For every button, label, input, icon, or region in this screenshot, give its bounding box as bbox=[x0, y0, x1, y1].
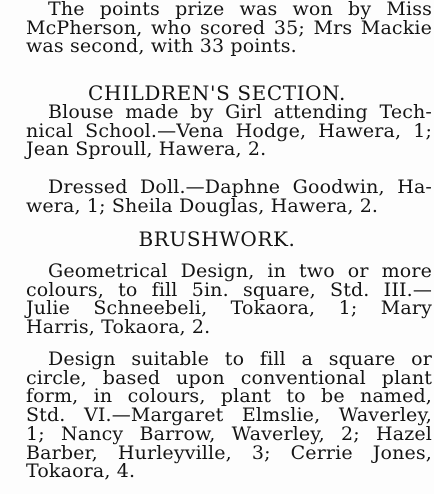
text-line: form, in colours, plant to be named, bbox=[26, 385, 432, 408]
blouse-paragraph bbox=[4, 103, 432, 159]
text-line: Dressed Doll.—Daphne Goodwin, Ha- bbox=[48, 176, 432, 198]
text-line: Barber, Hurleyville, 3; Cerrie Jones, bbox=[26, 441, 432, 464]
text-line: Jean Sproull, Hawera, 2. bbox=[26, 138, 267, 161]
text-line: Std. VI.—Margaret Elmslie, Waverley, bbox=[26, 404, 432, 427]
points-prize-paragraph bbox=[4, 0, 432, 56]
text-line: Geometrical Design, in two or more bbox=[48, 260, 432, 282]
text-line: wera, 1; Sheila Douglas, Hawera, 2. bbox=[26, 194, 379, 217]
text-line: was second, with 33 points. bbox=[26, 35, 297, 58]
text-line: Julie Schneebeli, Tokaora, 1; Mary bbox=[26, 297, 432, 320]
brushwork-heading: BRUSHWORK. bbox=[138, 227, 296, 251]
text-line: Design suitable to fill a square or bbox=[48, 348, 432, 370]
text-line: colours, to fill 5in. square, Std. III.— bbox=[26, 278, 432, 301]
dressed-doll-paragraph bbox=[4, 178, 432, 215]
text-line: McPherson, who scored 35; Mrs Mackie bbox=[26, 16, 432, 39]
geometrical-design-paragraph bbox=[4, 262, 432, 337]
text-line: Blouse made by Girl attending Tech- bbox=[48, 101, 432, 123]
text-line: Tokaora, 4. bbox=[26, 460, 136, 483]
text-line: 1; Nancy Barrow, Waverley, 2; Hazel bbox=[26, 422, 432, 445]
text-line: The points prize was won by Miss bbox=[48, 0, 432, 20]
text-line: Harris, Tokaora, 2. bbox=[26, 316, 211, 339]
text-line: circle, based upon conventional plant bbox=[26, 366, 432, 389]
design-paragraph bbox=[4, 350, 432, 481]
text-line: nical School.—Vena Hodge, Hawera, 1; bbox=[26, 119, 432, 142]
children-section-heading: CHILDREN'S SECTION. bbox=[88, 81, 346, 105]
